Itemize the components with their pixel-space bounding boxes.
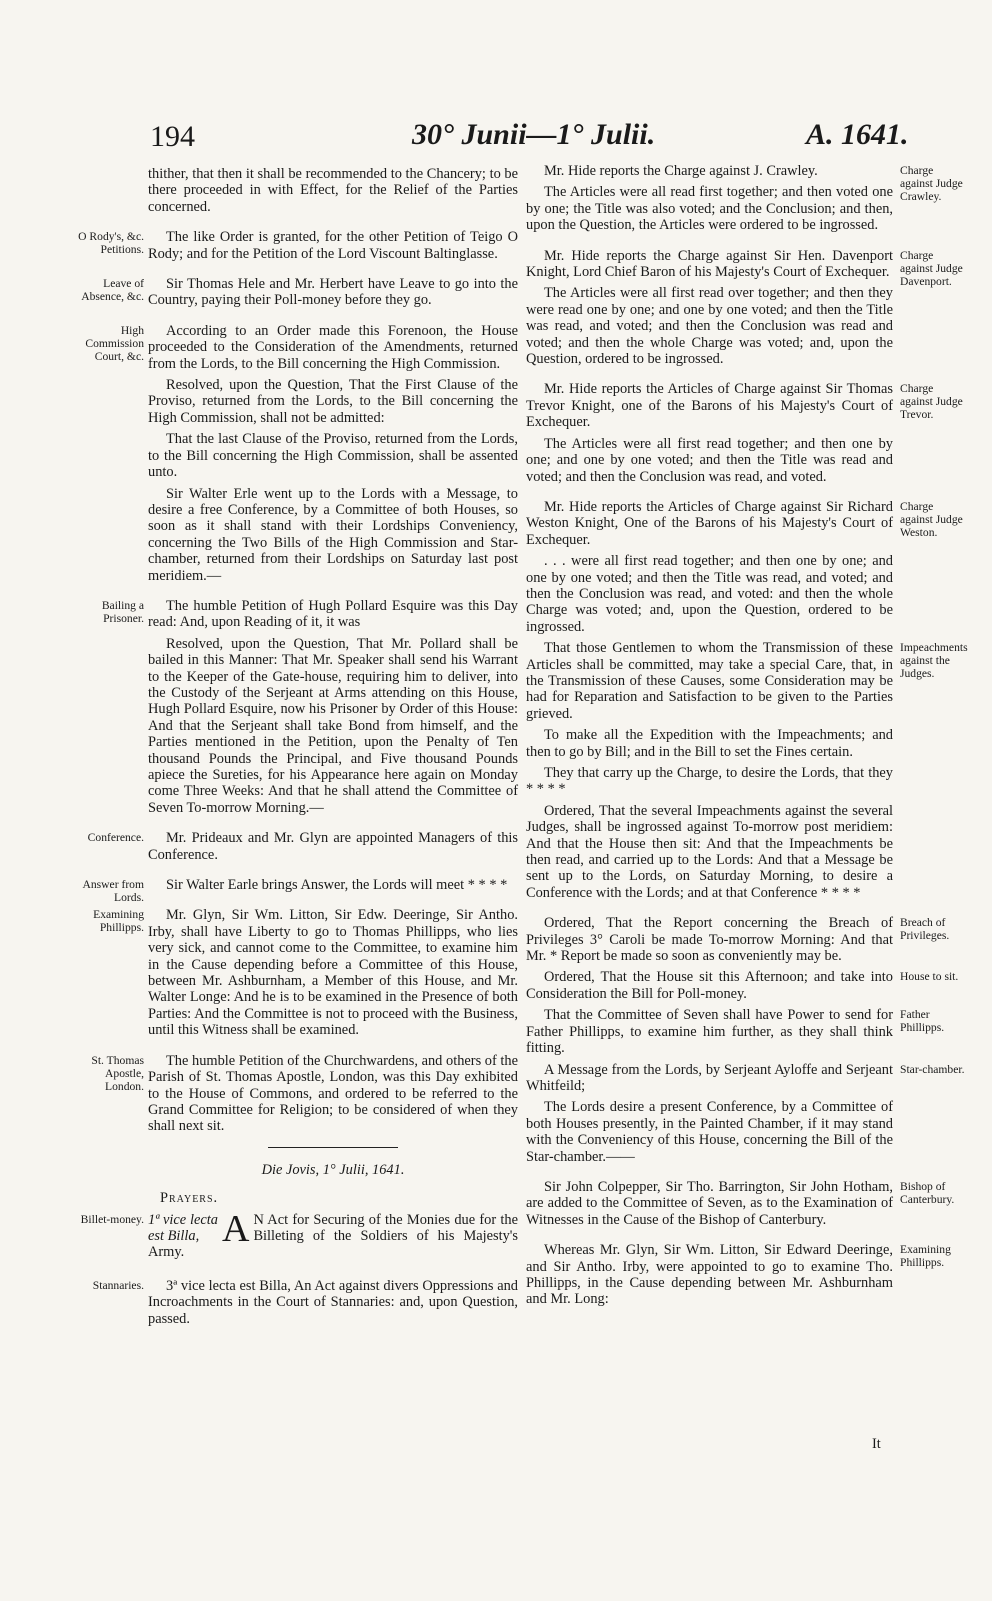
- right-paragraph: The Articles were all first read over together; and then they were read one by one; and one by one voted; and then the Title was read, and voted; and then the Conclusion was read and voted; and then the whole Charge was voted; and, upon the Question, ordered to be ingrossed.: [526, 285, 893, 368]
- margin-note: Father Phillipps.: [900, 1008, 945, 1035]
- drop-capital: A: [222, 1207, 250, 1250]
- catchword: It: [872, 1436, 881, 1452]
- left-paragraph: According to an Order made this Forenoon, the House proceeded to the Consideration of the Amendments, returned from the Lords, to the Bill concerning the High Commission.: [148, 322, 518, 372]
- day-heading: Die Jovis, 1° Julii, 1641.: [261, 1161, 405, 1178]
- margin-note: Impeachments against the Judges.: [900, 641, 968, 681]
- margin-note: Conference.: [87, 831, 144, 845]
- right-paragraph: That the Committee of Seven shall have Power to send for Father Phillipps, to examine him further, as they shall think fitting.: [526, 1007, 893, 1057]
- left-column: [148, 166, 518, 1332]
- right-paragraph: They that carry up the Charge, to desire the Lords, that they * * * *: [526, 765, 893, 798]
- margin-note: Star-chamber.: [900, 1062, 965, 1076]
- left-paragraph: Sir Walter Erle went up to the Lords with a Message, to desire a free Conference, by a Committee of both Houses, so soon as it shall stand with their Lordships Conveniency, concerning the Two Bills of the High Commission and Star-chamber, returned from their Lordships on Saturday last post meridiem.—: [148, 485, 518, 584]
- margin-note: Stannaries.: [92, 1278, 144, 1292]
- right-paragraph: . . . were all first read together; and then one by one; and one by one voted; and then the Title was read, and voted; and then the Conclusion was read, and voted: and then the whole Charge was voted; and, upon the Question, ordered to be ingrossed.: [526, 553, 893, 635]
- left-paragraph: Sir Walter Earle brings Answer, the Lords will meet * * * *: [166, 877, 508, 894]
- right-paragraph: The Lords desire a present Conference, by a Committee of both Houses presently, in the Painted Chamber, if it may stand with the Conveniency of this House, concerning the Bill of the Star-chamber.——: [526, 1099, 893, 1165]
- right-paragraph: Whereas Mr. Glyn, Sir Wm. Litton, Sir Edward Deeringe, and Sir Antho. Irby, were appointed to go to examine Tho. Phillipps, in the Cause depending between Mr. Ashburnham and Mr. Long:: [526, 1242, 893, 1308]
- left-paragraph: Resolved, upon the Question, That Mr. Pollard shall be bailed in this Manner: That Mr. Speaker shall send his Warrant to the Keeper of the Gate-house, requiring him to deliver, into the Custody of the Serjeant at Arms attending on this House, Hugh Pollard Esquire, now his Prisoner by Order of this House: And that the Serjeant shall take Bond from himself, and the Parties mentioned in the Petition, upon the Penalty of Ten thousand Pounds the Principal, and Five thousand Pounds apiece the Sureties, for his Appearance here again on Monday come Three Weeks: And that he shall attend the Committee of Seven To-morrow Morning.—: [148, 635, 518, 816]
- right-paragraph: The Articles were all first read together; and then one by one; and one by one voted; and then the Title was read and voted; and then the Conclusion was read, and voted.: [526, 435, 893, 485]
- act-reading-label: 1ª vice lecta est Billa,: [148, 1211, 218, 1244]
- margin-note: Leave of Absence, &c.: [81, 277, 144, 304]
- running-year: A. 1641.: [806, 118, 909, 151]
- left-paragraph: Resolved, upon the Question, That the First Clause of the Proviso, returned from the Lords, to the Bill concerning the High Commission, shall not be admitted:: [148, 377, 518, 426]
- right-paragraph: A Message from the Lords, by Serjeant Ayloffe and Serjeant Whitfeild;: [526, 1061, 893, 1094]
- page-header: [0, 112, 992, 162]
- right-paragraph: Ordered, That the Report concerning the Breach of Privileges 3° Caroli be made To-morrow Morning: And that Mr. * Report be made so soon as conveniently may be.: [526, 915, 893, 965]
- running-title: 30° Junii—1° Julii.: [412, 118, 656, 151]
- margin-note: O Rody's, &c. Petitions.: [78, 230, 144, 257]
- right-paragraph: Mr. Hide reports the Charge against Sir Hen. Davenport Knight, Lord Chief Baron of his Majesty's Court of Exchequer.: [526, 247, 893, 281]
- left-paragraph: thither, that then it shall be recommended to the Chancery; to be there proceeded in with Effect, for the Relief of the Parties concerned.: [148, 166, 518, 215]
- margin-note: St. Thomas Apostle, London.: [91, 1053, 144, 1093]
- margin-note: Bishop of Canterbury.: [900, 1179, 955, 1206]
- right-paragraph: That those Gentlemen to whom the Transmission of these Articles shall be committed, may take a special Care, that, in the Transmission of these Causes, some Consideration may be had for Reparation and Satisfaction to be given to the Parties grieved.: [526, 640, 893, 722]
- right-paragraph: The Articles were all read first together; and then voted one by one; the Title was also voted; and the Conclusion; and then, upon the Question, the Articles were ordered to be ingrossed.: [526, 184, 893, 234]
- right-column: [526, 163, 893, 1313]
- margin-note: Bailing a Prisoner.: [101, 598, 144, 625]
- left-paragraph: The like Order is granted, for the other Petition of Teigo O Rody; and for the Petition of the Lord Viscount Baltinglasse.: [148, 229, 518, 262]
- left-paragraph: Mr. Glyn, Sir Wm. Litton, Sir Edw. Deeringe, Sir Antho. Irby, shall have Liberty to go to Thomas Phillipps, who lies very sick, and cannot come to the Committee, to examine him in the Cause depending before a Committee of this House, between Mr. Ashburnham, a Member of this House, and Mr. Walter Longe: And he is to be examined in the Presence of both Parties: And the Committee is not to proceed with the Business, until this Witness shall be examined.: [148, 907, 518, 1039]
- margin-note: High Commission Court, &c.: [85, 323, 144, 363]
- left-paragraph: The humble Petition of Hugh Pollard Esquire was this Day read: And, upon Reading of it, it was: [148, 597, 518, 631]
- right-paragraph: Mr. Hide reports the Charge against J. Crawley.: [544, 163, 818, 179]
- right-paragraph: Mr. Hide reports the Articles of Charge against Sir Thomas Trevor Knight, one of the Barons of his Majesty's Court of Exchequer.: [526, 381, 893, 431]
- act-first-reading: [148, 1207, 518, 1261]
- section-rule: [268, 1147, 398, 1148]
- right-paragraph: To make all the Expedition with the Impeachments; and then to go by Bill; and in the Bill to set the Fines certain.: [526, 727, 893, 760]
- right-paragraph: Ordered, That the House sit this Afternoon; and take into Consideration the Bill for Poll-money.: [526, 969, 893, 1002]
- left-paragraph: Sir Thomas Hele and Mr. Herbert have Leave to go into the Country, paying their Poll-money before they go.: [148, 276, 518, 309]
- margin-note: Examining Phillipps.: [900, 1243, 951, 1270]
- left-paragraph: That the last Clause of the Proviso, returned from the Lords, to the Bill concerning the High Commission, shall be assented unto.: [148, 431, 518, 481]
- act-third-reading: 3ª vice lecta est Billa, An Act against divers Oppressions and Incroachments in the Court of Stannaries: and, upon Question, passed.: [148, 1277, 518, 1327]
- page-number: 194: [150, 120, 195, 153]
- margin-note: Answer from Lords.: [82, 878, 144, 905]
- margin-note: Examining Phillipps.: [93, 908, 144, 935]
- margin-note: Charge against Judge Crawley.: [900, 164, 963, 203]
- act-text: N Act for Securing of the Monies due for the Billeting of the Soldiers of his Majesty's Army.: [148, 1211, 518, 1261]
- margin-note: House to sit.: [900, 970, 959, 984]
- margin-note: Charge against Judge Davenport.: [900, 248, 963, 288]
- prayers-heading: Prayers.: [160, 1190, 219, 1207]
- right-paragraph: Ordered, That the several Impeachments against the several Judges, shall be ingrossed against To-morrow post meridiem: And that the House then sit: And that the Impeachments be then read, and carried up to the Lords: And that a Message be sent up to the Lords, on Saturday Morning, to desire a Conference with the Lords; and at that Conference * * * *: [526, 802, 893, 901]
- margin-note: Charge against Judge Trevor.: [900, 382, 963, 422]
- margin-note: Breach of Privileges.: [900, 916, 950, 943]
- left-paragraph: Mr. Prideaux and Mr. Glyn are appointed Managers of this Conference.: [148, 830, 518, 863]
- right-paragraph: Mr. Hide reports the Articles of Charge against Sir Richard Weston Knight, One of the Barons of his Majesty's Court of Exchequer.: [526, 498, 893, 548]
- left-paragraph: The humble Petition of the Churchwardens, and others of the Parish of St. Thomas Apostle, London, was this Day exhibited to the House of Commons, and ordered to be referred to the Grand Committee for Religion; to be considered of when they shall next sit.: [148, 1052, 518, 1135]
- right-paragraph: Sir John Colpepper, Sir Tho. Barrington, Sir John Hotham, are added to the Committee of Seven, as to the Examination of Witnesses in the Cause of the Bishop of Canterbury.: [526, 1178, 893, 1228]
- margin-note: Charge against Judge Weston.: [900, 499, 963, 539]
- margin-note: Billet-money.: [80, 1212, 144, 1226]
